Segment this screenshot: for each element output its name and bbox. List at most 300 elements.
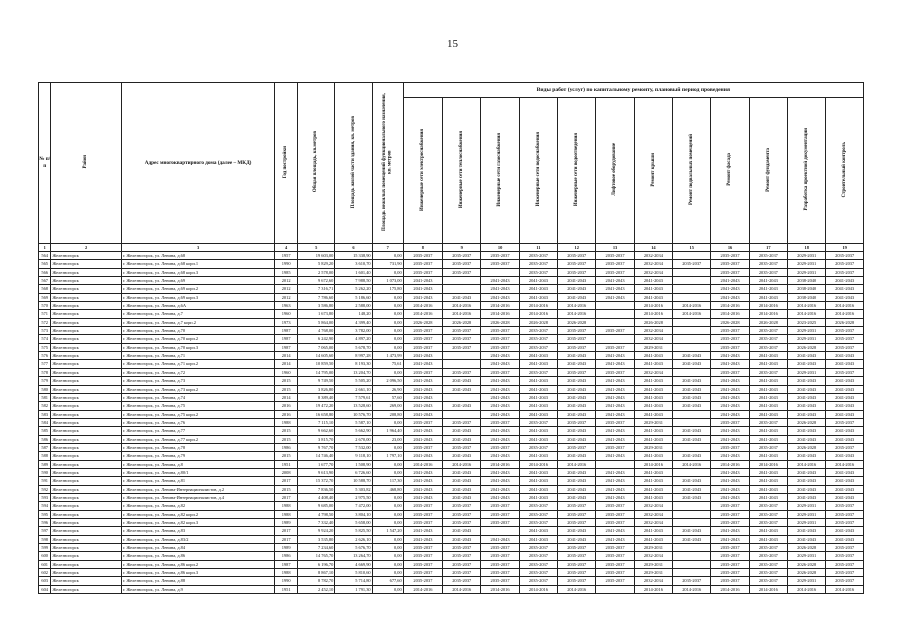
- period-cell: 2032-2034: [634, 368, 672, 376]
- period-cell: 2041-2043: [711, 352, 749, 360]
- period-cell: 2041-2043: [749, 435, 787, 443]
- period-cell: 2041-2043: [826, 435, 864, 443]
- address-cell: г. Железногорск, ул. Ленина, д.75 корп.2: [121, 410, 274, 418]
- period-cell: 2041-2043: [749, 285, 787, 293]
- period-cell: 2026-2028: [788, 443, 826, 451]
- year-cell: 1990: [275, 577, 298, 585]
- period-cell: 2026-2028: [443, 318, 481, 326]
- year-cell: 2015: [275, 377, 298, 385]
- period-cell: 2035-2037: [826, 343, 864, 351]
- period-cell: 2041-2043: [403, 410, 442, 418]
- period-cell: 2041-2043: [634, 477, 672, 485]
- period-cell: 2041-2043: [596, 452, 634, 460]
- header-design-documentation: Разработка проектной документации: [788, 98, 826, 244]
- row-number-cell: 593: [39, 493, 51, 501]
- period-cell: 2041-2043: [443, 477, 481, 485]
- address-cell: г. Железногорск, ул. Ленина, д.6А: [121, 302, 274, 310]
- period-cell: 2041-2043: [711, 377, 749, 385]
- period-cell: 2035-2037: [711, 418, 749, 426]
- district-cell: Железногорск: [51, 544, 121, 552]
- living-area-cell: 7 472,00: [335, 502, 372, 510]
- address-cell: г. Железногорск, ул. Ленина, д.82 корп.3: [121, 519, 274, 527]
- period-cell: 2014-2016: [673, 585, 711, 593]
- living-area-cell: 3 782,00: [335, 327, 372, 335]
- district-cell: Железногорск: [51, 477, 121, 485]
- period-cell: 2035-2037: [596, 268, 634, 276]
- total-area-cell: 15 372,70: [298, 477, 335, 485]
- total-area-cell: 4 408,40: [298, 493, 335, 501]
- nonresidential-area-cell: 0,00: [372, 460, 403, 468]
- period-cell: 2035-2037: [443, 418, 481, 426]
- period-cell: [673, 544, 711, 552]
- period-cell: 2035-2037: [749, 577, 787, 585]
- period-cell: 2029-2031: [788, 368, 826, 376]
- nonresidential-area-cell: 0,00: [372, 560, 403, 568]
- nonresidential-area-cell: 57,60: [372, 393, 403, 401]
- period-cell: 2035-2037: [558, 443, 596, 451]
- table-row: [39, 435, 864, 443]
- year-cell: 2015: [275, 435, 298, 443]
- period-cell: 2041-2043: [634, 485, 672, 493]
- district-cell: Железногорск: [51, 343, 121, 351]
- period-cell: [673, 277, 711, 285]
- period-cell: 2041-2043: [711, 402, 749, 410]
- period-cell: 2035-2037: [558, 510, 596, 518]
- period-cell: 2041-2043: [558, 285, 596, 293]
- period-cell: 2041-2043: [749, 477, 787, 485]
- address-cell: г. Железногорск, ул. Ленина, д.83/2: [121, 535, 274, 543]
- address-cell: г. Железногорск, ул. Ленина, д.71 корп.2: [121, 360, 274, 368]
- row-number-cell: 567: [39, 277, 51, 285]
- period-cell: 2035-2037: [519, 577, 557, 585]
- period-cell: 2041-2043: [826, 535, 864, 543]
- period-cell: 2041-2043: [443, 435, 481, 443]
- period-cell: 2041-2043: [403, 377, 442, 385]
- nonresidential-area-cell: 468,80: [372, 485, 403, 493]
- year-cell: 1951: [275, 585, 298, 593]
- year-cell: 2015: [275, 427, 298, 435]
- nonresidential-area-cell: 23,00: [372, 435, 403, 443]
- period-cell: 2035-2037: [443, 519, 481, 527]
- period-cell: 2041-2043: [634, 402, 672, 410]
- period-cell: 2041-2043: [711, 468, 749, 476]
- period-cell: 2041-2043: [443, 427, 481, 435]
- table-row: [39, 277, 864, 285]
- period-cell: 2041-2043: [826, 402, 864, 410]
- period-cell: [481, 268, 519, 276]
- period-cell: [596, 302, 634, 310]
- header-electric-networks: Инженерные сети электроснабжения: [403, 98, 442, 244]
- year-cell: 2017: [275, 477, 298, 485]
- living-area-cell: 15 338,90: [335, 252, 372, 260]
- living-area-cell: 6 726,60: [335, 468, 372, 476]
- period-cell: 2035-2037: [826, 560, 864, 568]
- period-cell: 2035-2037: [558, 502, 596, 510]
- nonresidential-area-cell: 0,00: [372, 493, 403, 501]
- district-cell: Железногорск: [51, 377, 121, 385]
- year-cell: 1960: [275, 310, 298, 318]
- period-cell: 2035-2037: [519, 368, 557, 376]
- total-area-cell: 9 672,60: [298, 277, 335, 285]
- period-cell: 2041-2043: [711, 527, 749, 535]
- period-cell: 2041-2043: [481, 402, 519, 410]
- period-cell: 2041-2043: [596, 393, 634, 401]
- period-cell: 2035-2037: [749, 544, 787, 552]
- living-area-cell: 5 810,60: [335, 569, 372, 577]
- period-cell: 2041-2043: [826, 393, 864, 401]
- period-cell: 2035-2037: [481, 418, 519, 426]
- address-cell: г. Железногорск, ул. Ленина, д.71: [121, 352, 274, 360]
- period-cell: 2014-2016: [788, 585, 826, 593]
- period-cell: 2014-2016: [558, 460, 596, 468]
- period-cell: 2041-2043: [711, 410, 749, 418]
- period-cell: 2029-2031: [634, 443, 672, 451]
- period-cell: 2035-2037: [403, 560, 442, 568]
- period-cell: 2041-2043: [634, 535, 672, 543]
- period-cell: 2035-2037: [826, 260, 864, 268]
- period-cell: 2035-2037: [596, 510, 634, 518]
- period-cell: 2035-2037: [403, 260, 442, 268]
- period-cell: 2041-2043: [596, 527, 634, 535]
- period-cell: 2041-2043: [558, 493, 596, 501]
- period-cell: 2026-2028: [788, 418, 826, 426]
- period-cell: 2035-2037: [481, 519, 519, 527]
- period-cell: 2014-2016: [711, 585, 749, 593]
- period-cell: [443, 393, 481, 401]
- row-number-cell: 569: [39, 293, 51, 301]
- district-cell: Железногорск: [51, 485, 121, 493]
- district-cell: Железногорск: [51, 519, 121, 527]
- nonresidential-area-cell: 26,90: [372, 385, 403, 393]
- period-cell: 2035-2037: [596, 569, 634, 577]
- period-cell: 2041-2043: [481, 427, 519, 435]
- row-number-cell: 566: [39, 268, 51, 276]
- period-cell: 2035-2037: [826, 510, 864, 518]
- living-area-cell: 13 204,70: [335, 368, 372, 376]
- period-cell: 2035-2037: [443, 560, 481, 568]
- living-area-cell: 1 791,30: [335, 585, 372, 593]
- row-number-cell: 594: [39, 502, 51, 510]
- period-cell: 2041-2043: [403, 393, 442, 401]
- period-cell: 2041-2043: [788, 393, 826, 401]
- row-number-cell: 579: [39, 377, 51, 385]
- column-number: 2: [51, 244, 121, 252]
- table-row: [39, 519, 864, 527]
- table-row: [39, 493, 864, 501]
- period-cell: 2014-2016: [519, 310, 557, 318]
- period-cell: [673, 293, 711, 301]
- period-cell: 2035-2037: [519, 502, 557, 510]
- total-area-cell: 3 586,80: [298, 302, 335, 310]
- address-cell: г. Железногорск, ул. Ленина, д.82 корп.2: [121, 510, 274, 518]
- period-cell: [673, 268, 711, 276]
- period-cell: [443, 352, 481, 360]
- living-area-cell: 5 658,00: [335, 519, 372, 527]
- period-cell: 2041-2043: [711, 427, 749, 435]
- period-cell: [673, 519, 711, 527]
- period-cell: 2035-2037: [403, 552, 442, 560]
- year-cell: 1988: [275, 502, 298, 510]
- period-cell: 2035-2037: [519, 544, 557, 552]
- nonresidential-area-cell: 0,00: [372, 343, 403, 351]
- address-cell: г. Железногорск, ул. Ленина, д.70 корп.2: [121, 335, 274, 343]
- nonresidential-area-cell: 0,00: [372, 569, 403, 577]
- living-area-cell: 5 714,80: [335, 577, 372, 585]
- period-cell: 2041-2043: [558, 385, 596, 393]
- period-cell: 2041-2043: [403, 427, 442, 435]
- period-cell: 2035-2037: [481, 560, 519, 568]
- period-cell: 2041-2043: [826, 277, 864, 285]
- row-number-cell: 576: [39, 352, 51, 360]
- period-cell: 2035-2037: [519, 335, 557, 343]
- period-cell: 2041-2043: [558, 535, 596, 543]
- period-cell: 2041-2043: [558, 527, 596, 535]
- period-cell: 2014-2016: [749, 585, 787, 593]
- period-cell: 2035-2037: [443, 268, 481, 276]
- row-number-cell: 599: [39, 544, 51, 552]
- table-body: [39, 252, 864, 594]
- period-cell: 2035-2037: [558, 335, 596, 343]
- living-area-cell: 5 825,50: [335, 527, 372, 535]
- living-area-cell: 4 897,20: [335, 335, 372, 343]
- period-cell: 2035-2037: [443, 569, 481, 577]
- period-cell: 2032-2034: [634, 260, 672, 268]
- period-cell: 2035-2037: [711, 569, 749, 577]
- table-row: [39, 544, 864, 552]
- period-cell: 2041-2043: [634, 277, 672, 285]
- total-area-cell: 9 685,00: [298, 502, 335, 510]
- table-row: [39, 452, 864, 460]
- period-cell: 2014-2016: [403, 302, 442, 310]
- table-row: [39, 443, 864, 451]
- period-cell: 2014-2016: [519, 302, 557, 310]
- row-number-cell: 586: [39, 435, 51, 443]
- period-cell: 2041-2043: [596, 360, 634, 368]
- period-cell: 2035-2037: [558, 327, 596, 335]
- period-cell: 2014-2016: [788, 460, 826, 468]
- period-cell: [673, 418, 711, 426]
- period-cell: 2041-2043: [673, 352, 711, 360]
- period-cell: 2041-2043: [596, 385, 634, 393]
- period-cell: 2041-2043: [788, 402, 826, 410]
- period-cell: 2041-2043: [481, 485, 519, 493]
- total-area-cell: 7 234,60: [298, 544, 335, 552]
- period-cell: 2041-2043: [443, 385, 481, 393]
- period-cell: 2035-2037: [403, 577, 442, 585]
- district-cell: Железногорск: [51, 452, 121, 460]
- period-cell: 2035-2037: [558, 560, 596, 568]
- period-cell: 2041-2043: [634, 452, 672, 460]
- period-cell: 2041-2043: [519, 493, 557, 501]
- period-cell: 2041-2043: [826, 493, 864, 501]
- period-cell: 2041-2043: [519, 535, 557, 543]
- period-cell: 2041-2043: [711, 277, 749, 285]
- period-cell: 2014-2016: [711, 310, 749, 318]
- year-cell: 2014: [275, 360, 298, 368]
- period-cell: 2014-2016: [481, 310, 519, 318]
- nonresidential-area-cell: 0,00: [372, 443, 403, 451]
- period-cell: 2041-2043: [443, 377, 481, 385]
- period-cell: 2026-2028: [749, 318, 787, 326]
- period-cell: 2041-2043: [481, 468, 519, 476]
- period-cell: 2035-2037: [519, 343, 557, 351]
- header-living-area: Площадь жилой части здания, кв. метров: [335, 83, 372, 244]
- address-cell: г. Железногорск, ул. Ленина, д.8: [121, 460, 274, 468]
- row-number-cell: 584: [39, 418, 51, 426]
- district-cell: Железногорск: [51, 569, 121, 577]
- period-cell: 2035-2037: [558, 519, 596, 527]
- period-cell: 2041-2043: [788, 352, 826, 360]
- row-number-cell: 582: [39, 402, 51, 410]
- period-cell: 2035-2037: [749, 560, 787, 568]
- period-cell: 2041-2043: [788, 435, 826, 443]
- period-cell: 2041-2043: [673, 427, 711, 435]
- living-area-cell: 2 588,00: [335, 302, 372, 310]
- district-cell: Железногорск: [51, 585, 121, 593]
- total-area-cell: 3 535,80: [298, 535, 335, 543]
- period-cell: 2041-2043: [481, 535, 519, 543]
- period-cell: 2014-2016: [558, 310, 596, 318]
- period-cell: 2035-2037: [481, 335, 519, 343]
- table-row: [39, 377, 864, 385]
- district-cell: Железногорск: [51, 252, 121, 260]
- period-cell: 2041-2043: [443, 452, 481, 460]
- period-cell: 2035-2037: [481, 252, 519, 260]
- period-cell: 2023-2025: [788, 318, 826, 326]
- period-cell: 2041-2043: [519, 293, 557, 301]
- period-cell: 2035-2037: [443, 335, 481, 343]
- period-cell: 2041-2043: [788, 485, 826, 493]
- period-cell: 2041-2043: [749, 277, 787, 285]
- period-cell: 2014-2016: [749, 460, 787, 468]
- period-cell: 2041-2043: [558, 293, 596, 301]
- period-cell: 2035-2037: [481, 510, 519, 518]
- column-number: 1: [39, 244, 51, 252]
- table-row: [39, 285, 864, 293]
- period-cell: 2041-2043: [519, 352, 557, 360]
- period-cell: 2041-2043: [788, 385, 826, 393]
- row-number-cell: 597: [39, 527, 51, 535]
- living-area-cell: 7 532,00: [335, 443, 372, 451]
- period-cell: 2041-2043: [749, 385, 787, 393]
- district-cell: Железногорск: [51, 310, 121, 318]
- period-cell: 2035-2037: [519, 519, 557, 527]
- column-number: 10: [481, 244, 519, 252]
- period-cell: 2032-2034: [634, 335, 672, 343]
- period-cell: [596, 585, 634, 593]
- period-cell: 2035-2037: [826, 577, 864, 585]
- living-area-cell: 9 118,10: [335, 452, 372, 460]
- period-cell: 2014-2016: [558, 302, 596, 310]
- address-cell: г. Железногорск, ул. Ленина, д.68 корп.1: [121, 260, 274, 268]
- period-cell: 2041-2043: [481, 493, 519, 501]
- period-cell: 2041-2043: [826, 452, 864, 460]
- period-cell: 2035-2037: [711, 260, 749, 268]
- nonresidential-area-cell: 269,00: [372, 402, 403, 410]
- period-cell: [673, 335, 711, 343]
- period-cell: 2038-2040: [788, 285, 826, 293]
- period-cell: 2014-2016: [749, 310, 787, 318]
- period-cell: 2041-2043: [634, 427, 672, 435]
- table-row: [39, 335, 864, 343]
- period-cell: 2041-2043: [519, 393, 557, 401]
- period-cell: 2035-2037: [749, 260, 787, 268]
- period-cell: 2035-2037: [443, 343, 481, 351]
- period-cell: 2035-2037: [403, 268, 442, 276]
- period-cell: 2041-2043: [749, 535, 787, 543]
- period-cell: 2035-2037: [443, 327, 481, 335]
- column-number: 13: [596, 244, 634, 252]
- row-number-cell: 601: [39, 560, 51, 568]
- period-cell: 2041-2043: [673, 385, 711, 393]
- period-cell: 2041-2043: [403, 493, 442, 501]
- living-area-cell: 10 576,70: [335, 410, 372, 418]
- period-cell: [673, 560, 711, 568]
- year-cell: 1988: [275, 418, 298, 426]
- period-cell: 2029-2031: [788, 335, 826, 343]
- address-cell: г. Железногорск, ул. Ленина, д.84: [121, 544, 274, 552]
- district-cell: Железногорск: [51, 560, 121, 568]
- period-cell: 2041-2043: [558, 410, 596, 418]
- total-area-cell: 8 782,70: [298, 577, 335, 585]
- period-cell: 2038-2040: [788, 293, 826, 301]
- period-cell: 2014-2016: [634, 585, 672, 593]
- period-cell: 2014-2016: [443, 585, 481, 593]
- period-cell: 2035-2037: [443, 260, 481, 268]
- period-cell: 2041-2043: [788, 477, 826, 485]
- period-cell: 2041-2043: [481, 352, 519, 360]
- period-cell: [596, 318, 634, 326]
- nonresidential-area-cell: 0,00: [372, 293, 403, 301]
- nonresidential-area-cell: 75,61: [372, 360, 403, 368]
- period-cell: 2035-2037: [403, 569, 442, 577]
- district-cell: Железногорск: [51, 393, 121, 401]
- district-cell: Железногорск: [51, 360, 121, 368]
- period-cell: 2035-2037: [749, 519, 787, 527]
- period-cell: 2041-2043: [558, 352, 596, 360]
- period-cell: [673, 327, 711, 335]
- address-cell: г. Железногорск, ул. Ленина, д.9: [121, 585, 274, 593]
- table-row: [39, 327, 864, 335]
- period-cell: [443, 410, 481, 418]
- period-cell: 2041-2043: [519, 468, 557, 476]
- period-cell: 2041-2043: [519, 477, 557, 485]
- district-cell: Железногорск: [51, 293, 121, 301]
- table-row: [39, 460, 864, 468]
- period-cell: 2041-2043: [749, 360, 787, 368]
- period-cell: 2041-2043: [519, 385, 557, 393]
- total-area-cell: 8 867,10: [298, 569, 335, 577]
- period-cell: 2041-2043: [558, 485, 596, 493]
- address-cell: г. Железногорск, ул. Ленина, д.69: [121, 277, 274, 285]
- living-area-cell: 4 399,40: [335, 318, 372, 326]
- period-cell: [673, 510, 711, 518]
- period-cell: 2029-2031: [788, 268, 826, 276]
- table-row: [39, 368, 864, 376]
- period-cell: 2041-2043: [673, 477, 711, 485]
- period-cell: 2041-2043: [634, 352, 672, 360]
- living-area-cell: 5 662,90: [335, 427, 372, 435]
- period-cell: 2026-2028: [826, 318, 864, 326]
- period-cell: 2035-2037: [519, 260, 557, 268]
- total-area-cell: 5 829,20: [298, 260, 335, 268]
- year-cell: 1985: [275, 268, 298, 276]
- period-cell: 2035-2037: [558, 552, 596, 560]
- period-cell: 2035-2037: [711, 343, 749, 351]
- period-cell: 2029-2031: [788, 577, 826, 585]
- period-cell: 2035-2037: [596, 544, 634, 552]
- period-cell: 2026-2028: [788, 560, 826, 568]
